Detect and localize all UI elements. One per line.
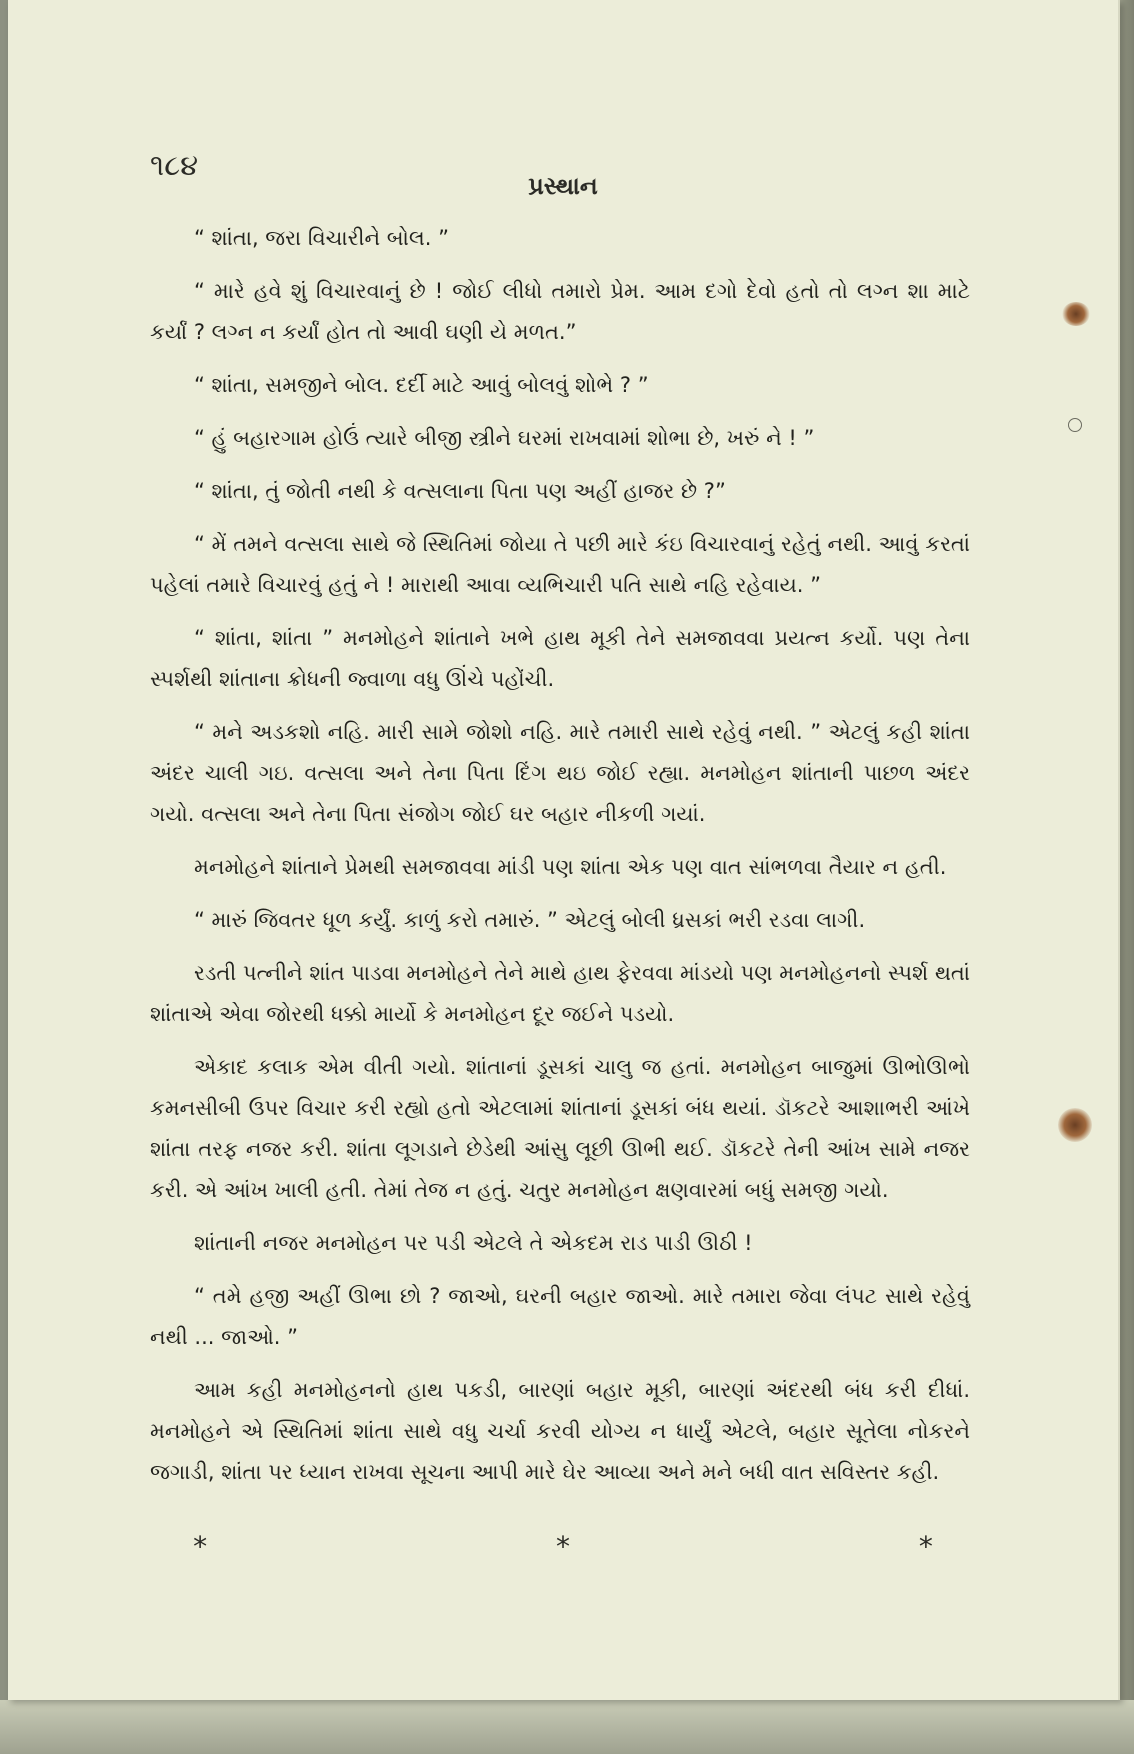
paragraph: “ શાંતા, જરા વિચારીને બોલ. ” xyxy=(194,226,450,250)
paragraph: “ મારે હવે શું વિચારવાનું છે ! જોઈ લીધો તમારો પ્રેમ. આમ દગો દેવો હતો તો લગ્ન શા માટે કર્યાં ? લગ્ન ન કર્યાં હોત તો આવી ઘણી યે મળત.” xyxy=(150,279,970,344)
paragraph: “ મારું જિવતર ધૂળ કર્યું. કાળું કરો તમારું. ” એટલું બોલી ધ્રસકાં ભરી રડવા લાગી. xyxy=(194,908,866,932)
paragraph: “ શાંતા, તું જોતી નથી કે વત્સલાના પિતા પણ અહીં હાજર છે ?” xyxy=(194,479,726,503)
paragraph: રડતી પત્નીને શાંત પાડવા મનમોહને તેને માથે હાથ ફેરવવા માંડયો પણ મનમોહનનો સ્પર્શ થતાં શાંતાએ એવા જોરથી ધક્કો માર્યો કે મનમોહન દૂર જઈને પડયો. xyxy=(150,961,970,1026)
paragraph: “ શાંતા, સમજીને બોલ. દર્દી માટે આવું બોલવું શોભે ? ” xyxy=(194,373,649,397)
paragraph: શાંતાની નજર મનમોહન પર પડી એટલે તે એકદમ રાડ પાડી ઊઠી ! xyxy=(194,1231,753,1255)
paragraph: “ શાંતા, શાંતા ” મનમોહને શાંતાને ખભે હાથ મૂકી તેને સમજાવવા પ્રયત્ન કર્યો. પણ તેના સ્પર્શથી શાંતાના ક્રોધની જ્વાળા વધુ ઊંચે પહોંચી. xyxy=(150,626,970,691)
paragraph: આમ કહી મનમોહનનો હાથ પકડી, બારણાં બહાર મૂકી, બારણાં અંદરથી બંધ કરી દીધાં. મનમોહને એ સ્થિતિમાં શાંતા સાથે વધુ ચર્ચા કરવી યોગ્ય ન ધાર્યું એટલે, બહાર સૂતેલા નોકરને જગાડી, શાંતા પર ધ્યાન રાખવા સૂચના આપી મારે ઘેર આવ્યા અને મને બધી વાત સવિસ્તર કહી. xyxy=(150,1378,970,1484)
punch-hole xyxy=(1068,418,1082,432)
paragraph: એકાદ કલાક એમ વીતી ગયો. શાંતાનાં ડૂસકાં ચાલુ જ હતાં. મનમોહન બાજુમાં ઊભોઊભો કમનસીબી ઉપર વિચાર કરી રહ્યો હતો એટલામાં શાંતાનાં ડૂસકાં બંધ થયાં. ડૉકટરે આશાભરી આંખે શાંતા તરફ નજર કરી. શાંતા લૂગડાને છેડેથી આંસુ લૂછી ઊભી થઈ. ડૉકટરે તેની આંખ સામે નજર કરી. એ આંખ ખાલી હતી. તેમાં તેજ ન હતું. ચતુર મનમોહન ક્ષણવારમાં બધું સમજી ગયો. xyxy=(150,1055,970,1202)
paragraph: “ તમે હજી અહીં ઊભા છો ? જાઓ, ઘરની બહાર જાઓ. મારે તમારા જેવા લંપટ સાથે રહેવું નથી ... જાઓ. ” xyxy=(150,1284,970,1349)
rust-spot xyxy=(1062,302,1090,326)
paragraph: “ મેં તમને વત્સલા સાથે જે સ્થિતિમાં જોયા તે પછી મારે કંઇ વિચારવાનું રહેતું નથી. આવું કરતાં પહેલાં તમારે વિચારવું હતું ને ! મારાથી આવા વ્યભિચારી પતિ સાથે નહિ રહેવાય. ” xyxy=(150,532,970,597)
paragraph: મનમોહને શાંતાને પ્રેમથી સમજાવવા માંડી પણ શાંતા એક પણ વાત સાંભળવા તૈયાર ન હતી. xyxy=(194,855,947,879)
scanner-backdrop-bottom xyxy=(0,1700,1134,1754)
running-head: પ્રસ્થાન xyxy=(528,172,598,200)
page-body xyxy=(150,218,970,1505)
paragraph: “ હું બહારગામ હોઉં ત્યારે બીજી સ્ત્રીને ઘરમાં રાખવામાં શોભા છે, ખરું ને ! ” xyxy=(194,426,815,450)
rust-spot xyxy=(1058,1108,1092,1142)
page-number: ૧૮૪ xyxy=(150,148,199,182)
book-page xyxy=(8,0,1120,1700)
section-break: * * * xyxy=(193,1530,1103,1563)
paragraph: “ મને અડકશો નહિ. મારી સામે જોશો નહિ. મારે તમારી સાથે રહેવું નથી. ” એટલું કહી શાંતા અંદર ચાલી ગઇ. વત્સલા અને તેના પિતા દિંગ થઇ જોઈ રહ્યા. મનમોહન શાંતાની પાછળ અંદર ગયો. વત્સલા અને તેના પિતા સંજોગ જોઈ ઘર બહાર નીકળી ગયાં. xyxy=(150,720,970,826)
